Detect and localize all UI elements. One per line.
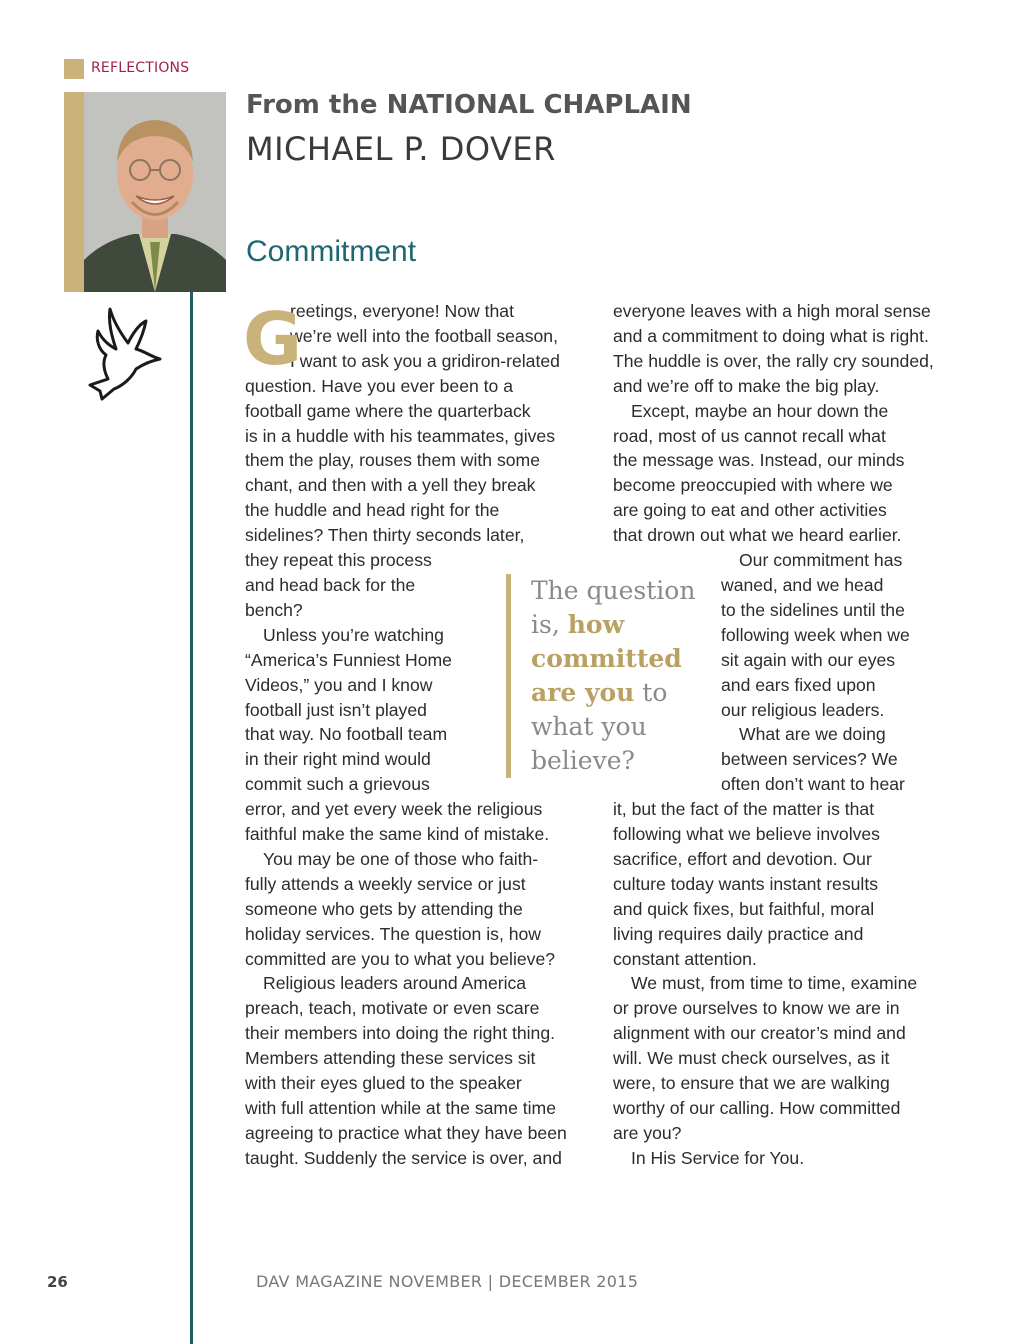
text-line: with full attention while at the same time: [245, 1098, 556, 1118]
text-line: are you?: [613, 1122, 682, 1143]
text-line: someone who gets by attending the: [245, 898, 523, 919]
text-line: faithful make the same kind of mistake.: [245, 824, 550, 845]
text-line: that drown out what we heard earlier.: [613, 525, 902, 546]
text-line: following what we believe involves: [613, 824, 880, 845]
text-line: everyone leaves with a high moral sense: [613, 301, 931, 321]
pull-quote-line: The question: [531, 576, 696, 605]
text-line: What are we doing: [739, 724, 886, 745]
text-line: and head back for the: [245, 574, 416, 595]
text-line: taught. Suddenly the service is over, and: [245, 1147, 562, 1168]
text-line: their members into doing the right thing.: [245, 1023, 556, 1044]
author-name: MICHAEL P. DOVER: [246, 130, 556, 168]
text-line: living requires daily practice and: [613, 923, 864, 944]
text-line: it, but the fact of the matter is that: [613, 799, 875, 820]
text-line: In His Service for You.: [631, 1147, 805, 1168]
text-line: in their right mind would: [245, 749, 431, 770]
text-line: Except, maybe an hour down the: [631, 400, 889, 421]
text-line: fully attends a weekly service or just: [245, 873, 526, 894]
pull-quote: [506, 574, 731, 778]
text-line: our religious leaders.: [721, 699, 885, 720]
text-line: The huddle is over, the rally cry sounded,: [613, 350, 934, 371]
author-portrait-image: [84, 92, 226, 292]
text-line: constant attention.: [613, 948, 757, 969]
text-line: committed are you to what you believe?: [245, 948, 556, 969]
text-line: sidelines? Then thirty seconds later,: [245, 525, 525, 546]
section-label: REFLECTIONS: [91, 60, 190, 76]
kicker-heading: [246, 90, 692, 120]
text-line: to the sidelines until the: [721, 599, 905, 620]
text-line: You may be one of those who faith-: [263, 848, 539, 869]
footer-magazine-info: DAV MAGAZINE NOVEMBER | DECEMBER 2015: [256, 1272, 639, 1291]
pull-quote-line: are you to: [531, 678, 668, 707]
text-line: sacrifice, effort and devotion. Our: [613, 848, 872, 869]
text-line: will. We must check ourselves, as it: [613, 1048, 890, 1069]
text-line: become preoccupied with where we: [613, 475, 893, 496]
text-line: Videos,” you and I know: [245, 674, 433, 695]
pull-quote-line: what you: [531, 712, 647, 741]
text-line: the huddle and head right for the: [245, 500, 500, 521]
text-line: Our commitment has: [739, 550, 903, 571]
text-line: Unless you’re watching: [263, 624, 444, 645]
text-line: I want to ask you a gridiron-related: [290, 350, 560, 371]
section-tag-square: [64, 59, 84, 79]
text-line: chant, and then with a yell they break: [245, 475, 536, 496]
text-line: football game where the quarterback: [245, 400, 531, 421]
author-photo: [84, 92, 226, 292]
text-line: agreeing to practice what they have been: [245, 1122, 567, 1143]
text-line: sit again with our eyes: [721, 649, 896, 670]
pull-quote-line: believe?: [531, 746, 635, 775]
text-line: and we’re off to make the big play.: [613, 375, 880, 396]
text-line: worthy of our calling. How committed: [613, 1098, 901, 1118]
page-number: 26: [47, 1273, 68, 1291]
text-line: and a commitment to doing what is right.: [613, 325, 929, 346]
text-line: and ears fixed upon: [721, 674, 876, 695]
text-line: road, most of us cannot recall what: [613, 425, 886, 446]
text-line: alignment with our creator’s mind and: [613, 1023, 906, 1044]
article-title: Commitment: [246, 235, 417, 268]
text-line: Religious leaders around America: [263, 973, 527, 994]
text-line: preach, teach, motivate or even scare: [245, 998, 540, 1019]
text-line: Members attending these services sit: [245, 1048, 536, 1069]
text-line: bench?: [245, 599, 303, 620]
text-line: and quick fixes, but faithful, moral: [613, 898, 875, 919]
text-line: football just isn’t played: [245, 699, 427, 720]
text-line: reetings, everyone! Now that: [290, 301, 514, 321]
text-line: or prove ourselves to know we are in: [613, 998, 900, 1019]
text-line: waned, and we head: [721, 574, 884, 595]
text-line: we’re well into the football season,: [290, 325, 558, 346]
text-line: them the play, rouses them with some: [245, 450, 540, 471]
gold-accent-strip: [64, 92, 84, 292]
drop-cap: G: [243, 297, 303, 381]
text-line: commit such a grievous: [245, 774, 430, 795]
text-line: the message was. Instead, our minds: [613, 450, 905, 471]
text-line: error, and yet every week the religious: [245, 799, 543, 820]
text-line: between services? We: [721, 749, 898, 770]
teal-vertical-rule: [190, 292, 193, 1344]
text-line: often don’t want to hear: [721, 774, 905, 795]
pull-quote-line: is, how: [531, 610, 625, 639]
text-line: “America’s Funniest Home: [245, 649, 452, 670]
text-line: with their eyes glued to the speaker: [245, 1073, 522, 1094]
text-line: is in a huddle with his teammates, gives: [245, 425, 555, 446]
text-line: are going to eat and other activities: [613, 500, 887, 521]
text-line: culture today wants instant results: [613, 873, 879, 894]
pull-quote-line: committed: [531, 644, 682, 673]
text-line: that way. No football team: [245, 724, 448, 745]
text-line: holiday services. The question is, how: [245, 923, 541, 944]
text-line: were, to ensure that we are walking: [613, 1073, 890, 1094]
dove-icon: [88, 305, 168, 403]
text-line: question. Have you ever been to a: [245, 375, 513, 396]
kicker-caps: NATIONAL CHAPLAIN: [386, 90, 692, 120]
text-line: We must, from time to time, examine: [631, 973, 918, 994]
text-line: following week when we: [721, 624, 910, 645]
text-line: they repeat this process: [245, 550, 432, 571]
kicker-prefix: From the: [246, 90, 387, 120]
